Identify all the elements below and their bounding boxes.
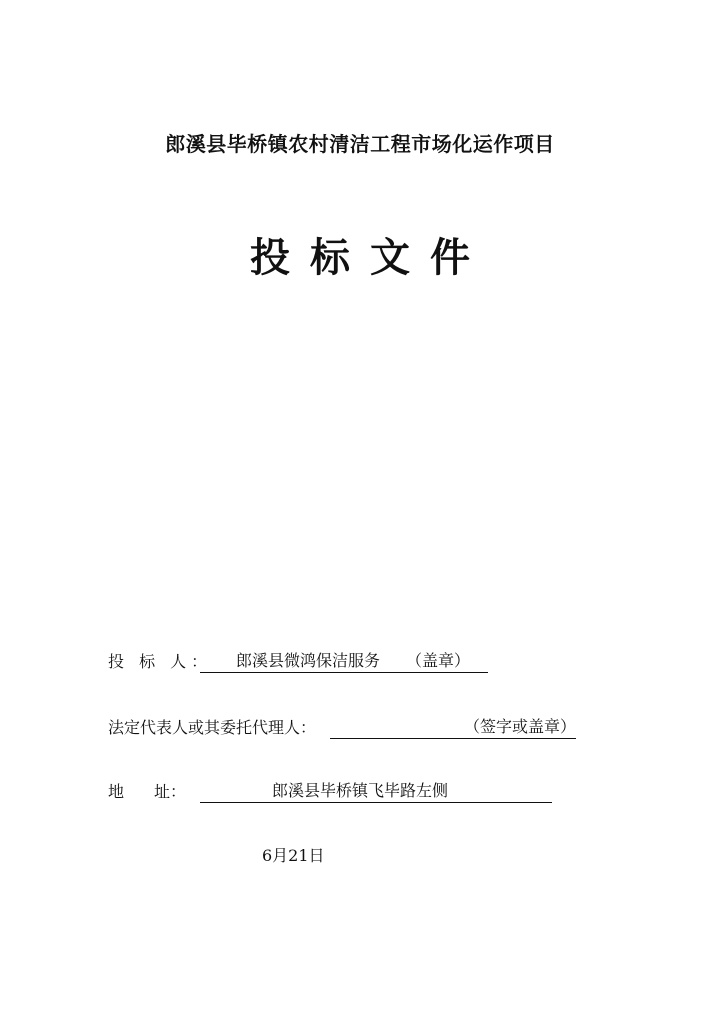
- address-blank: [200, 780, 552, 803]
- address-label-part2: 址：: [154, 782, 187, 801]
- address-label: [108, 781, 200, 803]
- bidder-blank: [200, 650, 488, 673]
- representative-row: [108, 716, 576, 739]
- bidder-seal-note: （盖章）: [406, 651, 471, 670]
- document-title: 投标文件: [250, 235, 490, 281]
- address-label-part1: 地: [108, 782, 125, 801]
- bidder-row: [108, 650, 488, 673]
- bidder-label: 投 标 人：: [108, 652, 213, 671]
- date: 6月21日: [262, 846, 325, 865]
- project-title: 郎溪县毕桥镇农村清洁工程市场化运作项目: [165, 132, 555, 156]
- address-row: [108, 780, 552, 803]
- representative-sign-note: （签字或盖章）: [463, 717, 576, 736]
- bidder-value: 郎溪县微鸿保洁服务: [236, 651, 381, 670]
- representative-blank: [330, 716, 576, 739]
- representative-label: 法定代表人或其委托代理人：: [108, 718, 317, 737]
- address-value: 郎溪县毕桥镇飞毕路左侧: [272, 781, 449, 800]
